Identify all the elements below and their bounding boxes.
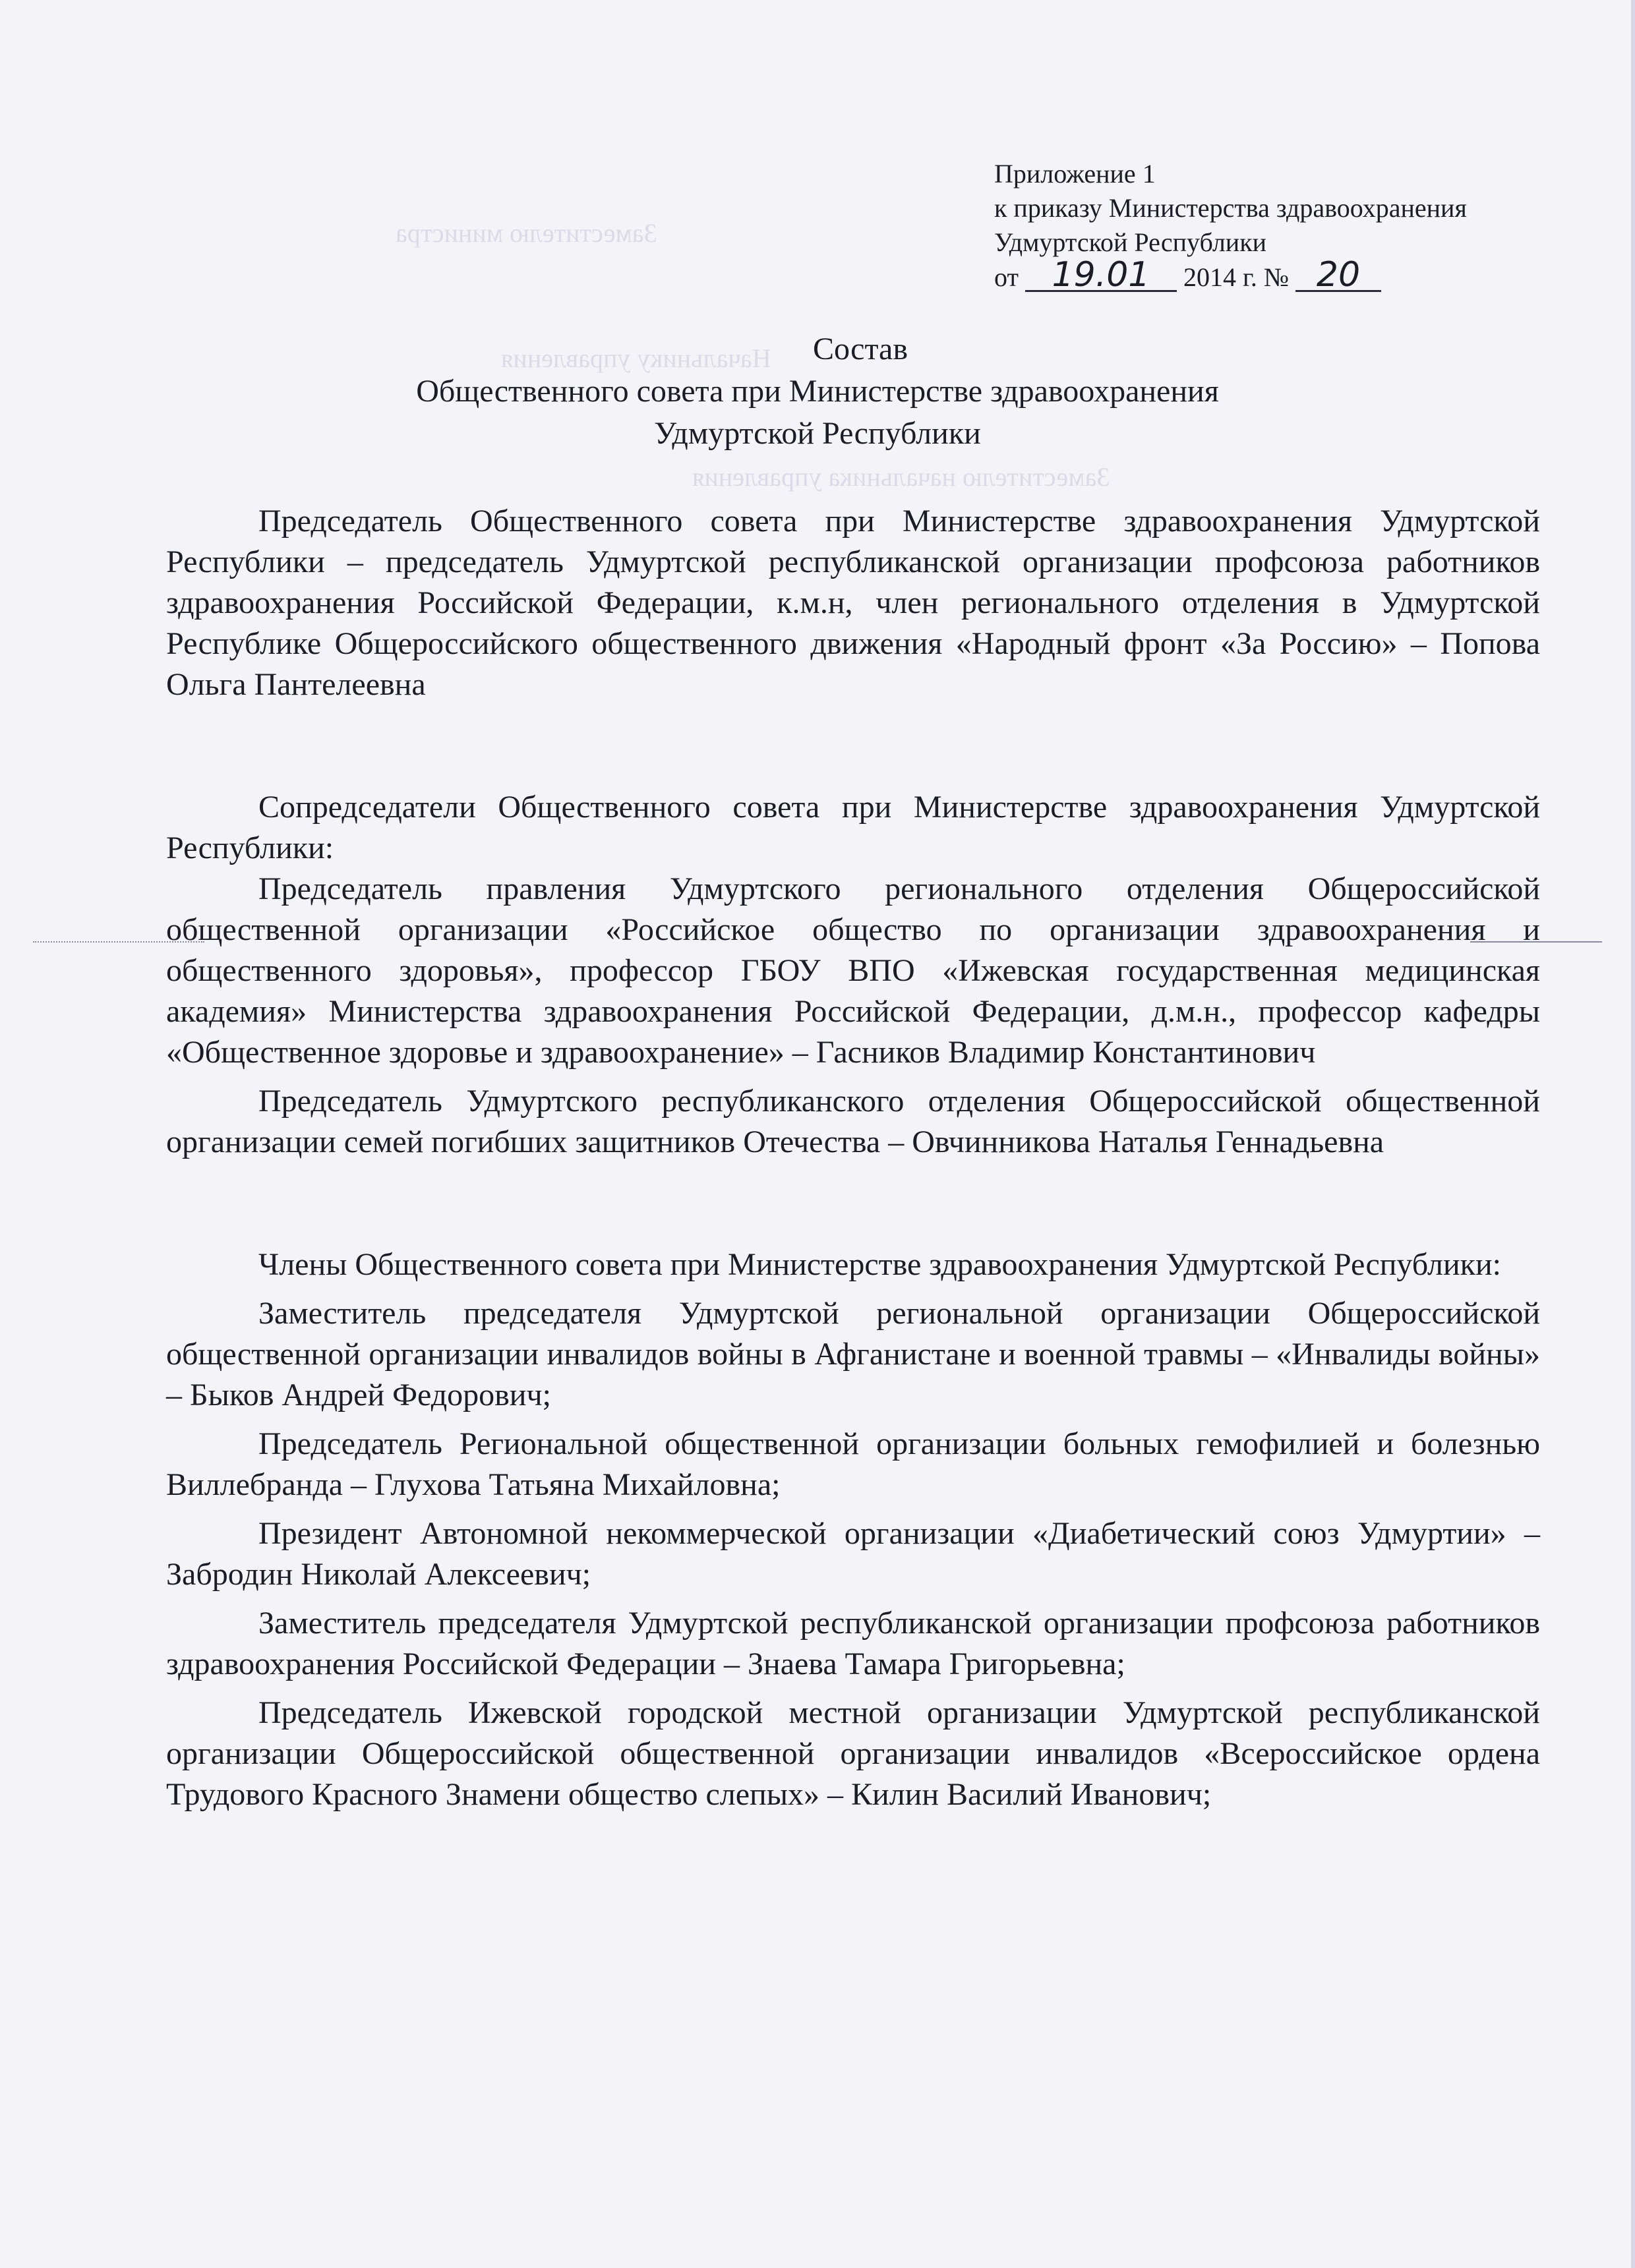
- bleed-through-text: Заместителю начальника управления: [692, 462, 1110, 492]
- annex-date-line: [994, 255, 1467, 295]
- bleed-through-text: Начальнику управления: [501, 343, 771, 373]
- title-line-1: Состав: [812, 332, 908, 366]
- bleed-through-text: Заместителю министра: [396, 218, 657, 248]
- annex-block: [994, 157, 1467, 295]
- title-line-3: Удмуртской Республики: [654, 416, 981, 451]
- annex-region: Удмуртской Республики: [994, 227, 1267, 257]
- chair-paragraph: Председатель Общественного совета при Министерстве здравоохранения Удмуртской Республики – председатель Удмуртской республиканской организации профсоюза работников здравоохранения Российской Федерации, к.м.н, член регионального отделения в Удмуртской Республике Общероссийского общественного движения «Народный фронт «За Россию» – Попова Ольга Пантелеевна: [166, 504, 1540, 702]
- member-item: Заместитель председателя Удмуртской региональной организации Общероссийской общественной организации инвалидов войны в Афганистане и военной травмы – «Инвалиды войны» – Быков Андрей Федорович;: [166, 1296, 1540, 1412]
- members-heading: Члены Общественного совета при Министерстве здравоохранения Удмуртской Республики:: [258, 1247, 1502, 1282]
- handwritten-date: 19.01: [1025, 260, 1177, 292]
- member-item: Заместитель председателя Удмуртской республиканской организации профсоюза работников здравоохранения Российской Федерации – Знаева Тамара Григорьевна;: [166, 1606, 1540, 1681]
- member-item: Президент Автономной некоммерческой организации «Диабетический союз Удмуртии» – Забродин Николай Алексеевич;: [166, 1516, 1540, 1592]
- member-item: Председатель Региональной общественной организации больных гемофилией и болезнью Виллебранда – Глухова Татьяна Михайловна;: [166, 1426, 1540, 1502]
- handwritten-number: 20: [1295, 260, 1381, 292]
- document-body: [166, 501, 1540, 1815]
- cochairs-heading: Сопредседатели Общественного совета при Министерстве здравоохранения Удмуртской Республики:: [166, 790, 1540, 865]
- annex-year-label: 2014 г. №: [1183, 262, 1290, 292]
- title-line-2: Общественного совета при Министерстве здравоохранения: [416, 374, 1219, 409]
- cochair-item: Председатель Удмуртского республиканского отделения Общероссийской общественной организации семей погибших защитников Отечества – Овчинникова Наталья Геннадьевна: [166, 1084, 1540, 1159]
- annex-from-label: от: [994, 262, 1019, 292]
- annex-title: Приложение 1: [994, 159, 1156, 189]
- cochair-item: Председатель правления Удмуртского регионального отделения Общероссийской общественной организации «Российское общество по организации здравоохранения и общественного здоровья», профессор ГБОУ ВПО «Ижевская государственная медицинская академия» Министерства здравоохранения Российской Федерации, д.м.н., профессор кафедры «Общественное здоровье и здравоохранение» – Гасников Владимир Константинович: [166, 871, 1540, 1070]
- document-title: [0, 328, 1635, 455]
- annex-order-ref: к приказу Министерства здравоохранения: [994, 193, 1467, 223]
- member-item: Председатель Ижевской городской местной организации Удмуртской республиканской организации Общероссийской общественной организации инвалидов «Всероссийское ордена Трудового Красного Знамени общество слепых» – Килин Василий Иванович;: [166, 1695, 1540, 1812]
